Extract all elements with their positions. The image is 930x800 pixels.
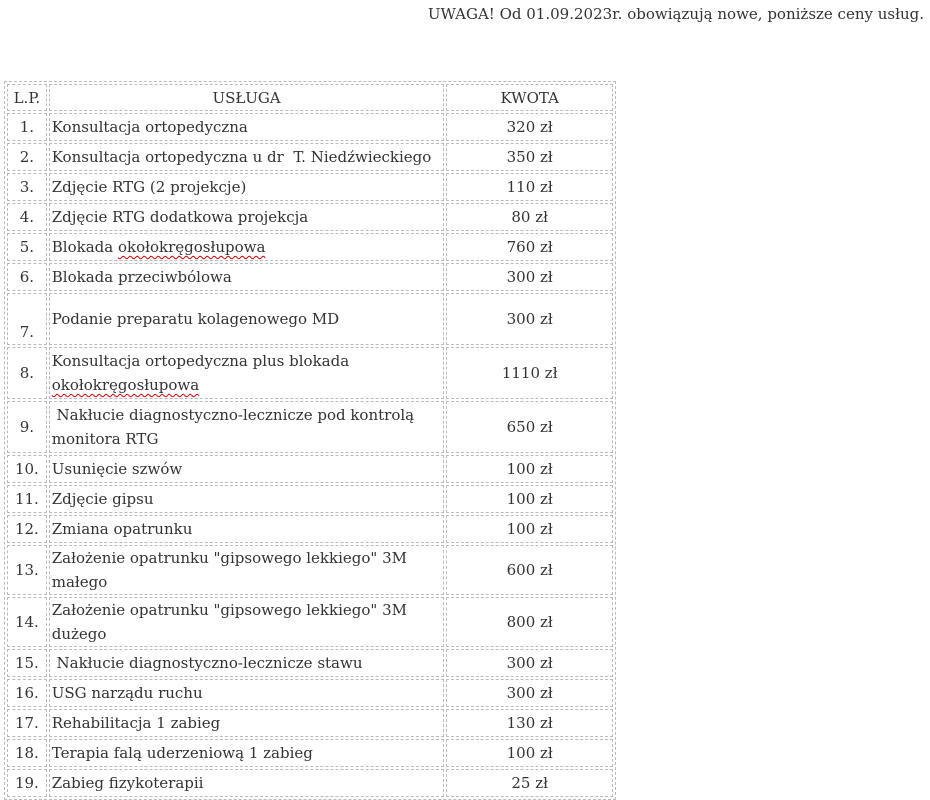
service-name: Podanie preparatu kolagenowego MD xyxy=(49,293,445,345)
service-name-part: Blokada xyxy=(51,238,118,256)
service-price: 320 zł xyxy=(446,113,613,141)
header-amount: KWOTA xyxy=(446,84,613,111)
service-name: Konsultacja ortopedyczna u dr T. Niedźwieckiego xyxy=(49,143,445,171)
table-row xyxy=(7,485,613,513)
service-price: 25 zł xyxy=(446,769,613,797)
service-price: 300 zł xyxy=(446,293,613,345)
row-number: 16. xyxy=(7,679,47,707)
service-name: Zdjęcie gipsu xyxy=(49,485,445,513)
row-number: 7. xyxy=(7,293,47,345)
table-row xyxy=(7,401,613,453)
service-name: Zabieg fizykoterapii xyxy=(49,769,445,797)
header-lp: L.P. xyxy=(7,84,47,111)
table-row xyxy=(7,347,613,399)
table-row xyxy=(7,173,613,201)
price-change-notice: UWAGA! Od 01.09.2023r. obowiązują nowe, poniższe ceny usług. xyxy=(427,5,924,23)
spellcheck-flagged-word: okołokręgosłupowa xyxy=(117,238,266,256)
row-number: 9. xyxy=(7,401,47,453)
row-number: 13. xyxy=(7,545,47,595)
service-name: USG narządu ruchu xyxy=(49,679,445,707)
service-name: Rehabilitacja 1 zabieg xyxy=(49,709,445,737)
service-price: 110 zł xyxy=(446,173,613,201)
service-price: 300 zł xyxy=(446,263,613,291)
service-name: Zdjęcie RTG (2 projekcje) xyxy=(49,173,445,201)
price-table xyxy=(4,81,616,800)
service-price: 1110 zł xyxy=(446,347,613,399)
row-number: 3. xyxy=(7,173,47,201)
row-number: 10. xyxy=(7,455,47,483)
table-row xyxy=(7,649,613,677)
table-row xyxy=(7,143,613,171)
service-price: 300 zł xyxy=(446,649,613,677)
table-row xyxy=(7,679,613,707)
row-number: 8. xyxy=(7,347,47,399)
table-row xyxy=(7,113,613,141)
table-row xyxy=(7,739,613,767)
service-price: 100 zł xyxy=(446,739,613,767)
service-name: Blokada przeciwbólowa xyxy=(49,263,445,291)
table-row xyxy=(7,203,613,231)
service-name: Terapia falą uderzeniową 1 zabieg xyxy=(49,739,445,767)
row-number: 5. xyxy=(7,233,47,261)
table-row xyxy=(7,597,613,647)
service-name xyxy=(49,233,445,261)
service-name: Założenie opatrunku "gipsowego lekkiego" 3M małego xyxy=(49,545,445,595)
row-number: 17. xyxy=(7,709,47,737)
service-name: Założenie opatrunku "gipsowego lekkiego" 3M dużego xyxy=(49,597,445,647)
row-number: 19. xyxy=(7,769,47,797)
row-number: 18. xyxy=(7,739,47,767)
service-price: 650 zł xyxy=(446,401,613,453)
service-price: 130 zł xyxy=(446,709,613,737)
service-price: 100 zł xyxy=(446,485,613,513)
row-number: 6. xyxy=(7,263,47,291)
table-row xyxy=(7,709,613,737)
service-price: 800 zł xyxy=(446,597,613,647)
table-row xyxy=(7,455,613,483)
table-row xyxy=(7,263,613,291)
service-price: 760 zł xyxy=(446,233,613,261)
row-number: 14. xyxy=(7,597,47,647)
service-name: Zdjęcie RTG dodatkowa projekcja xyxy=(49,203,445,231)
service-name: Nakłucie diagnostyczno-lecznicze stawu xyxy=(49,649,445,677)
service-name: Konsultacja ortopedyczna xyxy=(49,113,445,141)
table-row xyxy=(7,545,613,595)
table-row xyxy=(7,233,613,261)
service-name: Nakłucie diagnostyczno-lecznicze pod kontrolą monitora RTG xyxy=(49,401,445,453)
row-number: 12. xyxy=(7,515,47,543)
table-row xyxy=(7,515,613,543)
spellcheck-flagged-word: okołokręgosłupowa xyxy=(51,376,200,394)
service-price: 350 zł xyxy=(446,143,613,171)
service-price: 300 zł xyxy=(446,679,613,707)
table-row xyxy=(7,293,613,345)
row-number: 4. xyxy=(7,203,47,231)
service-name-part: Konsultacja ortopedyczna plus blokada xyxy=(51,352,350,370)
service-name: Usunięcie szwów xyxy=(49,455,445,483)
service-price: 100 zł xyxy=(446,515,613,543)
service-price: 600 zł xyxy=(446,545,613,595)
service-name xyxy=(49,347,445,399)
row-number: 2. xyxy=(7,143,47,171)
service-name: Zmiana opatrunku xyxy=(49,515,445,543)
table-row xyxy=(7,769,613,797)
row-number: 15. xyxy=(7,649,47,677)
row-number: 1. xyxy=(7,113,47,141)
row-number: 11. xyxy=(7,485,47,513)
service-price: 100 zł xyxy=(446,455,613,483)
service-price: 80 zł xyxy=(446,203,613,231)
table-header-row xyxy=(7,84,613,111)
header-service: USŁUGA xyxy=(49,84,445,111)
